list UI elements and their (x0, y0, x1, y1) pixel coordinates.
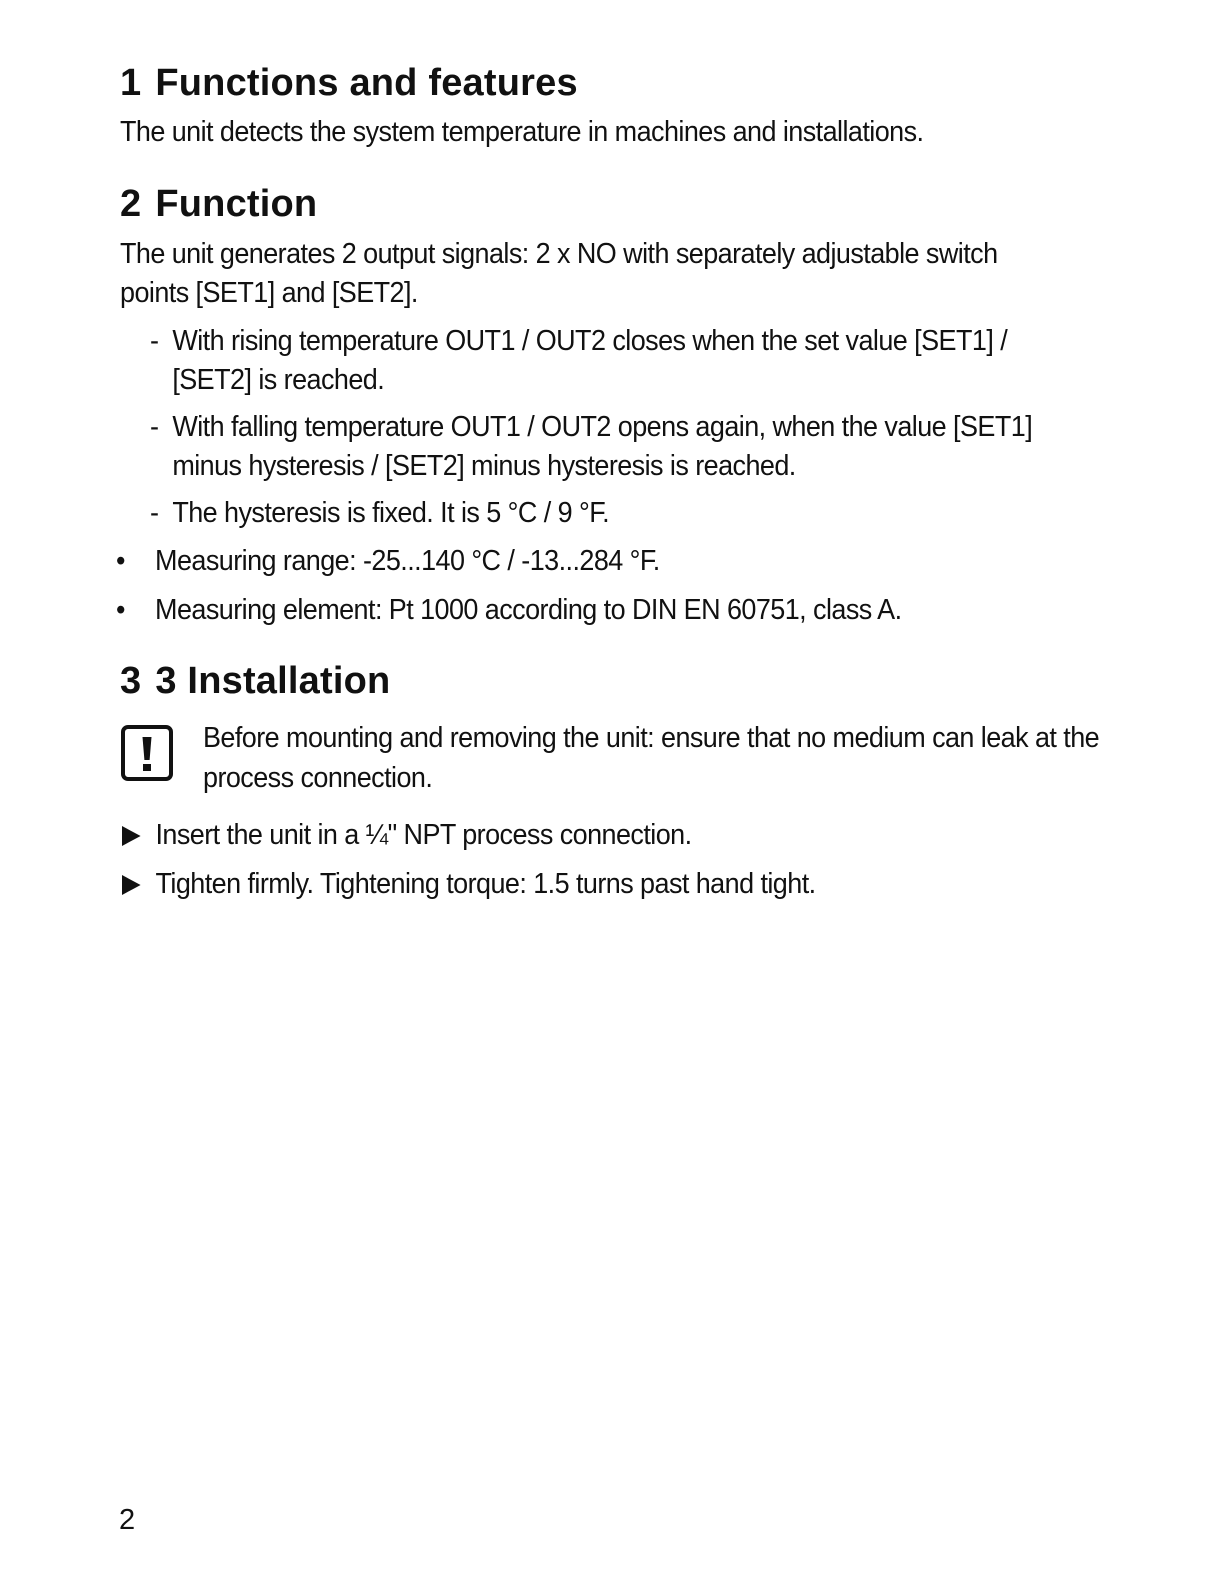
instruction-step (122, 865, 1052, 904)
step-text: Tighten firmly. Tightening torque: 1.5 turns past hand tight. (155, 868, 816, 900)
bullet-marker: • (116, 594, 125, 626)
warning-exclamation-icon (121, 725, 173, 781)
bullet-item-text: Measuring element: Pt 1000 according to DIN EN 60751, class A. (155, 594, 902, 626)
dash-marker: - (150, 497, 159, 529)
step-arrow-icon (122, 826, 141, 846)
dash-marker: - (150, 411, 159, 443)
bullet-item-text: Measuring range: -25...140 °C / -13...284 °F. (155, 545, 660, 577)
section-2-heading (120, 182, 317, 226)
instruction-step (122, 816, 1052, 855)
section-number: 3 (120, 660, 142, 702)
dash-list-item (150, 494, 1089, 533)
dash-item-text: With rising temperature OUT1 / OUT2 closes when the set value [SET1] / [SET2] is reached. (172, 325, 1008, 396)
dash-marker: - (150, 325, 159, 357)
section-number: 2 (120, 183, 142, 225)
step-arrow-icon (122, 875, 141, 895)
section-1-heading (120, 61, 578, 105)
installation-notice-text: Before mounting and removing the unit: ensure that no medium can leak at the process connection. (203, 722, 1100, 794)
dash-list-item (150, 322, 1089, 400)
section-1-intro: The unit detects the system temperature in machines and installations. (120, 116, 924, 148)
section-title: Function (155, 183, 318, 225)
bullet-list-item (116, 591, 1046, 630)
section-3-heading (120, 659, 390, 703)
section-title: 3 Installation (155, 660, 391, 702)
page-number: 2 (119, 1504, 136, 1536)
step-text: Insert the unit in a ¼" NPT process connection. (155, 819, 692, 851)
section-number: 1 (120, 62, 142, 104)
section-2-intro: The unit generates 2 output signals: 2 x NO with separately adjustable switch points [SET1] and [SET2]. (120, 238, 998, 309)
section-title: Functions and features (155, 62, 578, 104)
dash-item-text: The hysteresis is fixed. It is 5 °C / 9 °F. (172, 497, 610, 529)
dash-list-item (150, 408, 1089, 486)
dash-item-text: With falling temperature OUT1 / OUT2 opens again, when the value [SET1] minus hysteresis / [SET2] minus hysteresis is reached. (172, 411, 1033, 482)
bullet-marker: • (116, 545, 125, 577)
bullet-list-item (116, 542, 1046, 581)
